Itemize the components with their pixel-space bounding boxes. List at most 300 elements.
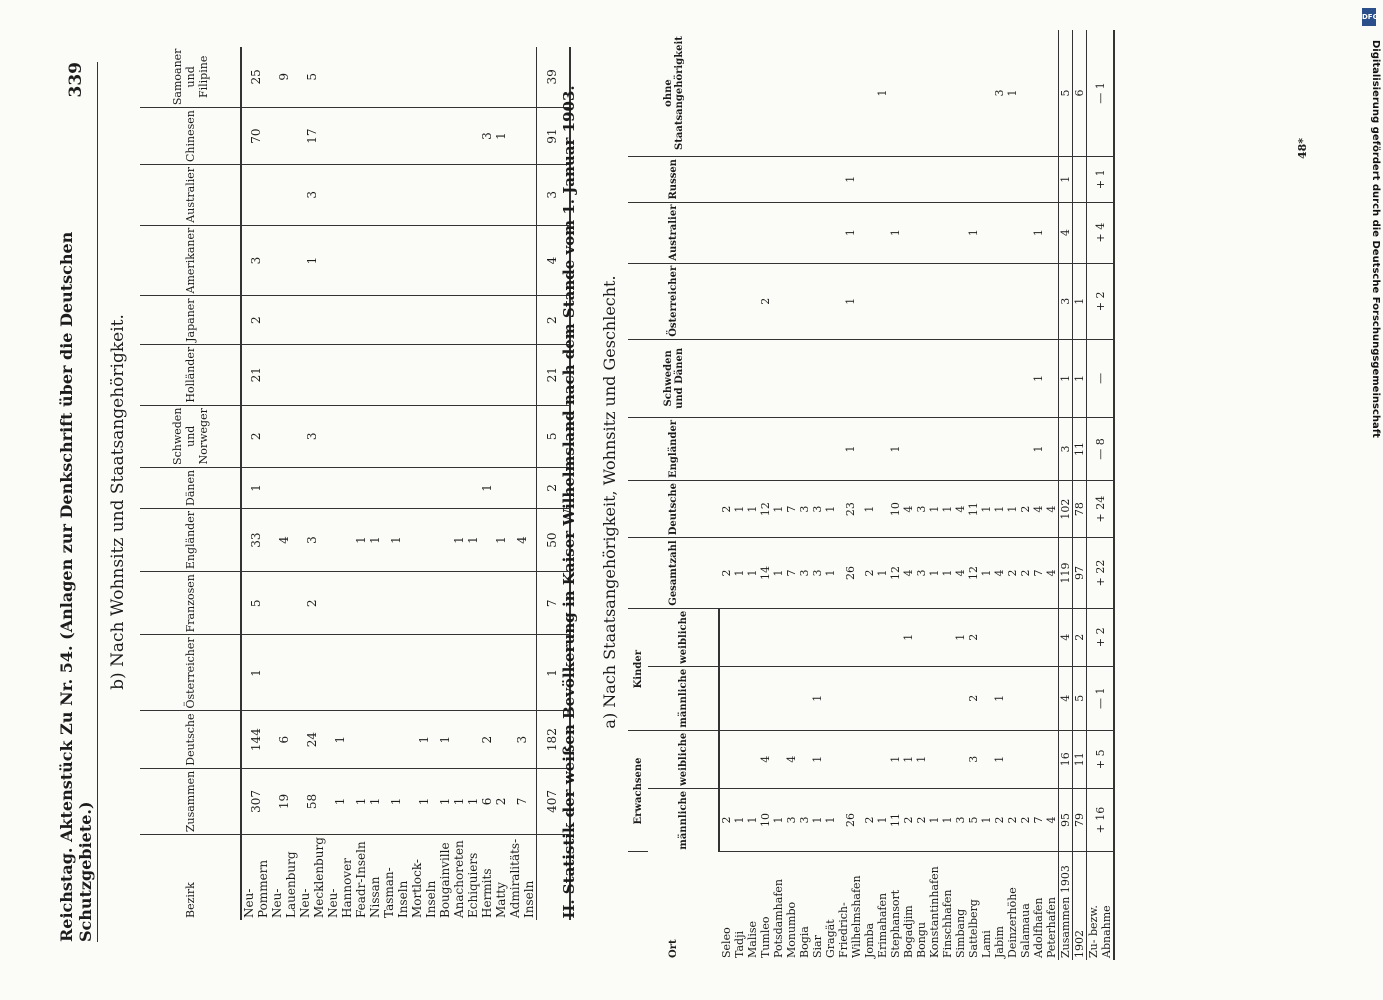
row-label: Jabim [993,926,1006,958]
table-row [298,47,326,920]
table-cell: 17 [298,108,326,165]
table-cell: 1 [941,788,954,851]
table-cell: 1 [928,538,941,608]
change-cell: + 2 [1087,608,1115,666]
table-cell: 12 [889,538,902,608]
table-cell [876,730,889,788]
table-cell [1006,417,1019,480]
table-cell [508,164,537,225]
table-cell: 5 [241,572,270,635]
table-cell [915,608,928,666]
header-rule [97,62,98,942]
row-label: Seleo [719,927,733,958]
table-cell [410,225,438,296]
table-row [772,30,785,960]
table-cell: 1 [876,538,889,608]
change-cell: — 1 [1087,30,1115,157]
table-cell: 10 [889,480,902,537]
sum-cell: 11 [1073,417,1087,480]
table-row [759,30,772,960]
table-cell [759,157,772,202]
table-cell: 1 [928,480,941,537]
table-cell: 4 [759,730,772,788]
table-cell [480,572,494,635]
table-cell [902,263,915,339]
col-header: Amerikaner [140,225,241,296]
table-cell [382,344,410,405]
table-cell: 1 [241,467,270,508]
table-cell: 2 [719,480,733,537]
table-cell [954,730,967,788]
total-cell: 5 [537,405,568,467]
table-cell [1045,263,1059,339]
table-cell: 3 [480,108,494,165]
table-cell: 2 [967,608,980,666]
table-cell [494,344,508,405]
table-cell [928,608,941,666]
row-label: Tasman-Inseln [382,867,410,918]
table-cell [941,608,954,666]
table-cell: 4 [954,480,967,537]
row-label: Bogadjim [902,905,915,958]
table-cell [980,30,993,157]
table-cell [837,30,863,157]
table-cell [824,157,837,202]
table-cell [452,467,466,508]
table-cell [785,30,798,157]
table-cell [928,339,941,417]
table-cell [824,730,837,788]
row-label: Malise [746,920,759,958]
table-cell [270,108,298,165]
table-cell [746,263,759,339]
table-row [494,47,508,920]
col-kind-maennlich: männliche [648,666,719,730]
table-cell [298,344,326,405]
table-cell [785,417,798,480]
table-cell [382,405,410,467]
table-cell [382,467,410,508]
table-cell [382,47,410,108]
table-row [719,30,733,960]
table-cell: 1 [967,202,980,263]
table-cell [410,509,438,572]
table-cell [993,202,1006,263]
table-cell [1019,417,1032,480]
table-cell [1032,608,1045,666]
table-cell: 26 [837,788,863,851]
table-cell [438,344,452,405]
row-label: Finschhafen [941,889,954,958]
table-cell [967,339,980,417]
table-cell [733,30,746,157]
sum-cell: 78 [1073,480,1087,537]
row-label: Nissan [368,876,382,918]
table-cell [480,509,494,572]
table-cell: 1 [889,417,902,480]
col-header: Deutsche [140,711,241,768]
table-cell [772,608,785,666]
sum-cell: 11 [1073,730,1087,788]
table-cell [1032,263,1045,339]
row-label: Konstantinhafen [928,866,941,958]
table-cell: 3 [508,711,537,768]
table-cell: 4 [902,480,915,537]
table-cell: 1 [980,538,993,608]
table-row [1045,30,1059,960]
table-row [889,30,902,960]
table-row [241,47,270,920]
col-header: Holländer [140,344,241,405]
table-cell [466,108,480,165]
folio-mark: 48* [1296,137,1310,160]
table-cell [1019,263,1032,339]
table-row [452,47,466,920]
table-cell [863,30,876,157]
table-cell [837,666,863,730]
change-label: Zu- bezw. Abnahme [1087,852,1115,960]
table-cell: 1 [824,480,837,537]
table-cell: 14 [759,538,772,608]
row-label: Neu-Hannover [326,858,354,918]
table-cell: 24 [298,711,326,768]
table-cell [824,263,837,339]
table-cell [954,263,967,339]
table-cell [466,225,480,296]
table-cell [354,108,368,165]
table-cell [494,405,508,467]
table-cell: 1 [480,467,494,508]
table-cell [354,344,368,405]
table-cell [772,30,785,157]
table-cell [719,417,733,480]
table-cell [1032,157,1045,202]
table-cell [954,157,967,202]
table-cell [508,467,537,508]
table-cell: 1 [811,666,824,730]
sum-year: 1903 [1059,865,1072,894]
row-label: Neu-Lauenburg [270,851,298,918]
change-cell: + 1 [1087,157,1115,202]
table-cell: 10 [759,788,772,851]
table-cell [798,30,811,157]
table-cell [466,296,480,344]
table-cell [759,666,772,730]
table-cell: 1 [811,730,824,788]
table-bezirk [140,47,571,920]
total-cell: 2 [537,467,568,508]
table-cell [876,666,889,730]
table-cell [410,572,438,635]
table-row [1032,30,1045,960]
total-cell: 1 [537,635,568,711]
total-cell: 7 [537,572,568,635]
table-cell [954,339,967,417]
table-cell [785,263,798,339]
table-cell [1006,263,1019,339]
table-cell [368,467,382,508]
sum-cell: 5 [1059,30,1073,157]
table-cell [941,30,954,157]
table-cell: 1 [382,768,410,834]
table-cell [494,296,508,344]
table-cell: 3 [785,788,798,851]
table-cell [876,417,889,480]
row-label: Peterhafen [1045,897,1058,958]
table-cell [746,30,759,157]
change-cell: + 24 [1087,480,1115,537]
table-cell: 58 [298,768,326,834]
table-cell [1006,608,1019,666]
table-cell [508,47,537,108]
dfg-credit-text: Digitalisierung gefördert durch die Deutsche Forschungsgemeinschaft [1370,40,1381,438]
table-cell: 1 [438,711,452,768]
sum-cell: 5 [1073,666,1087,730]
table-row [508,47,537,920]
table-cell [954,417,967,480]
table-cell: 11 [967,480,980,537]
table-cell [354,635,368,711]
table-row [941,30,954,960]
table-cell [466,711,480,768]
table-row [466,47,480,920]
table-cell [1032,666,1045,730]
sum-cell [1073,202,1087,263]
sum-cell: 102 [1059,480,1073,537]
table-cell [480,405,494,467]
table-cell: 1 [354,768,368,834]
table-cell [980,608,993,666]
col-deutsche: Deutsche [628,480,719,537]
table-cell [746,339,759,417]
table-cell [824,608,837,666]
table-cell [889,30,902,157]
table-cell: 4 [993,538,1006,608]
table-cell [863,263,876,339]
table-cell: 3 [915,480,928,537]
table-row [1019,30,1032,960]
table-cell [772,263,785,339]
table-cell [941,339,954,417]
table-cell [326,344,354,405]
dfg-logo: DFG [1362,8,1376,26]
table-cell [798,202,811,263]
table-cell [241,164,270,225]
row-label: Friedrich-Wilhelmshafen [837,875,863,958]
table-row [326,47,354,920]
col-gesamtzahl: Gesamtzahl [628,538,719,608]
table-cell [494,225,508,296]
table-cell: 6 [270,711,298,768]
table-cell: 1 [452,509,466,572]
row-label: Echiquiers [466,852,480,918]
table-cell [1006,666,1019,730]
table-cell [494,164,508,225]
table-cell [438,405,452,467]
table-cell [772,157,785,202]
table-cell [1032,730,1045,788]
table-row [733,30,746,960]
table-row [354,47,368,920]
table-cell [980,202,993,263]
table-cell [915,202,928,263]
table-cell [928,202,941,263]
table-cell [824,30,837,157]
row-label: Adolfhafen [1032,897,1045,958]
table-cell: 1 [746,538,759,608]
table-cell [354,405,368,467]
table-cell [811,202,824,263]
table-cell: 3 [967,730,980,788]
table-cell: 3 [298,509,326,572]
table-cell [772,202,785,263]
table-cell: 1 [241,635,270,711]
table-cell [993,157,1006,202]
table-cell [1019,608,1032,666]
table-cell: 3 [993,30,1006,157]
table-cell: 1 [954,608,967,666]
table-cell [1045,339,1059,417]
table-cell: 1 [889,730,902,788]
row-label: Gragät [824,919,837,958]
page-number: 339 [66,62,86,98]
change-cell: + 2 [1087,263,1115,339]
table-cell: 3 [811,538,824,608]
table-cell [954,202,967,263]
table-cell: 1 [889,202,902,263]
table-cell: 3 [915,538,928,608]
table-cell [719,263,733,339]
table-cell: 1 [410,711,438,768]
change-cell: + 5 [1087,730,1115,788]
table-cell [452,711,466,768]
table-cell [410,467,438,508]
col-header: Chinesen [140,108,241,165]
table-cell [494,572,508,635]
table-cell [915,417,928,480]
total-cell: 3 [537,164,568,225]
table-cell [452,47,466,108]
sum-row [1073,30,1087,960]
table-row [270,47,298,920]
table-cell: 1 [915,730,928,788]
table-cell [902,417,915,480]
table-cell [746,608,759,666]
sum-cell: 4 [1059,608,1073,666]
table-cell: 4 [1032,480,1045,537]
table-cell [466,344,480,405]
sum-cell: 95 [1059,788,1073,851]
col-ohne-staatsangehoerigkeit: ohne Staatsangehörigkeit [628,30,719,157]
table-cell: 307 [241,768,270,834]
col-kind-weiblich: weibliche [648,608,719,666]
total-cell: 91 [537,108,568,165]
table-cell: 23 [837,480,863,537]
table-cell [798,666,811,730]
table-cell [902,339,915,417]
table-cell: 19 [270,768,298,834]
table-cell [1019,339,1032,417]
group-erwachsene: Erwachsene [628,730,648,852]
table-cell: 1 [928,788,941,851]
row-label: Anachoreten [452,840,466,918]
table-cell [452,225,466,296]
table-cell [438,225,452,296]
table-cell [1045,30,1059,157]
sum-row [1059,30,1073,960]
table-cell [863,339,876,417]
table-cell: 1 [298,225,326,296]
table-cell [480,296,494,344]
table-cell: 2 [494,768,508,834]
table-row [876,30,889,960]
table-cell [466,572,480,635]
table-cell [1019,30,1032,157]
table-cell: 2 [902,788,915,851]
table-cell: 144 [241,711,270,768]
table-cell: 2 [719,788,733,851]
table-cell [270,164,298,225]
table-cell [811,263,824,339]
table-cell [811,339,824,417]
table-cell [876,263,889,339]
table-cell: 4 [508,509,537,572]
table-cell [438,635,452,711]
table-cell [759,608,772,666]
table-row [980,30,993,960]
table-cell [733,157,746,202]
table-cell: 25 [241,47,270,108]
section-b-title: b) Nach Wohnsitz und Staatsangehörigkeit. [108,314,128,690]
sum-cell: 6 [1073,30,1087,157]
table-cell [954,30,967,157]
col-header: Österreicher [140,635,241,711]
table-cell [980,157,993,202]
table-cell [438,467,452,508]
table-cell [466,405,480,467]
table-cell: 2 [967,666,980,730]
row-label: Neu-Pommern [242,859,270,918]
table-cell: 2 [1019,480,1032,537]
row-label: Tumleo [759,916,772,958]
total-cell: 50 [537,509,568,572]
table-cell: 3 [298,405,326,467]
table-cell: 3 [798,480,811,537]
table-cell [1006,730,1019,788]
table-cell [382,164,410,225]
table-cell [508,108,537,165]
table-cell: 1 [993,666,1006,730]
table-cell [798,608,811,666]
table-cell: 1 [772,788,785,851]
table-cell [494,467,508,508]
total-cell: 39 [537,47,568,108]
row-label: Mortlock-Inseln [410,859,438,918]
sum-cell: 2 [1073,608,1087,666]
table-cell [1019,202,1032,263]
table-cell [733,417,746,480]
col-erw-maennlich: männliche [648,788,719,851]
table-cell: 1 [746,480,759,537]
table-cell [733,666,746,730]
table-cell [466,164,480,225]
table-cell [326,164,354,225]
change-cell: — 1 [1087,666,1115,730]
table-cell [480,344,494,405]
table-cell: 6 [480,768,494,834]
group-kinder: Kinder [628,608,648,730]
table-cell: 1 [980,480,993,537]
